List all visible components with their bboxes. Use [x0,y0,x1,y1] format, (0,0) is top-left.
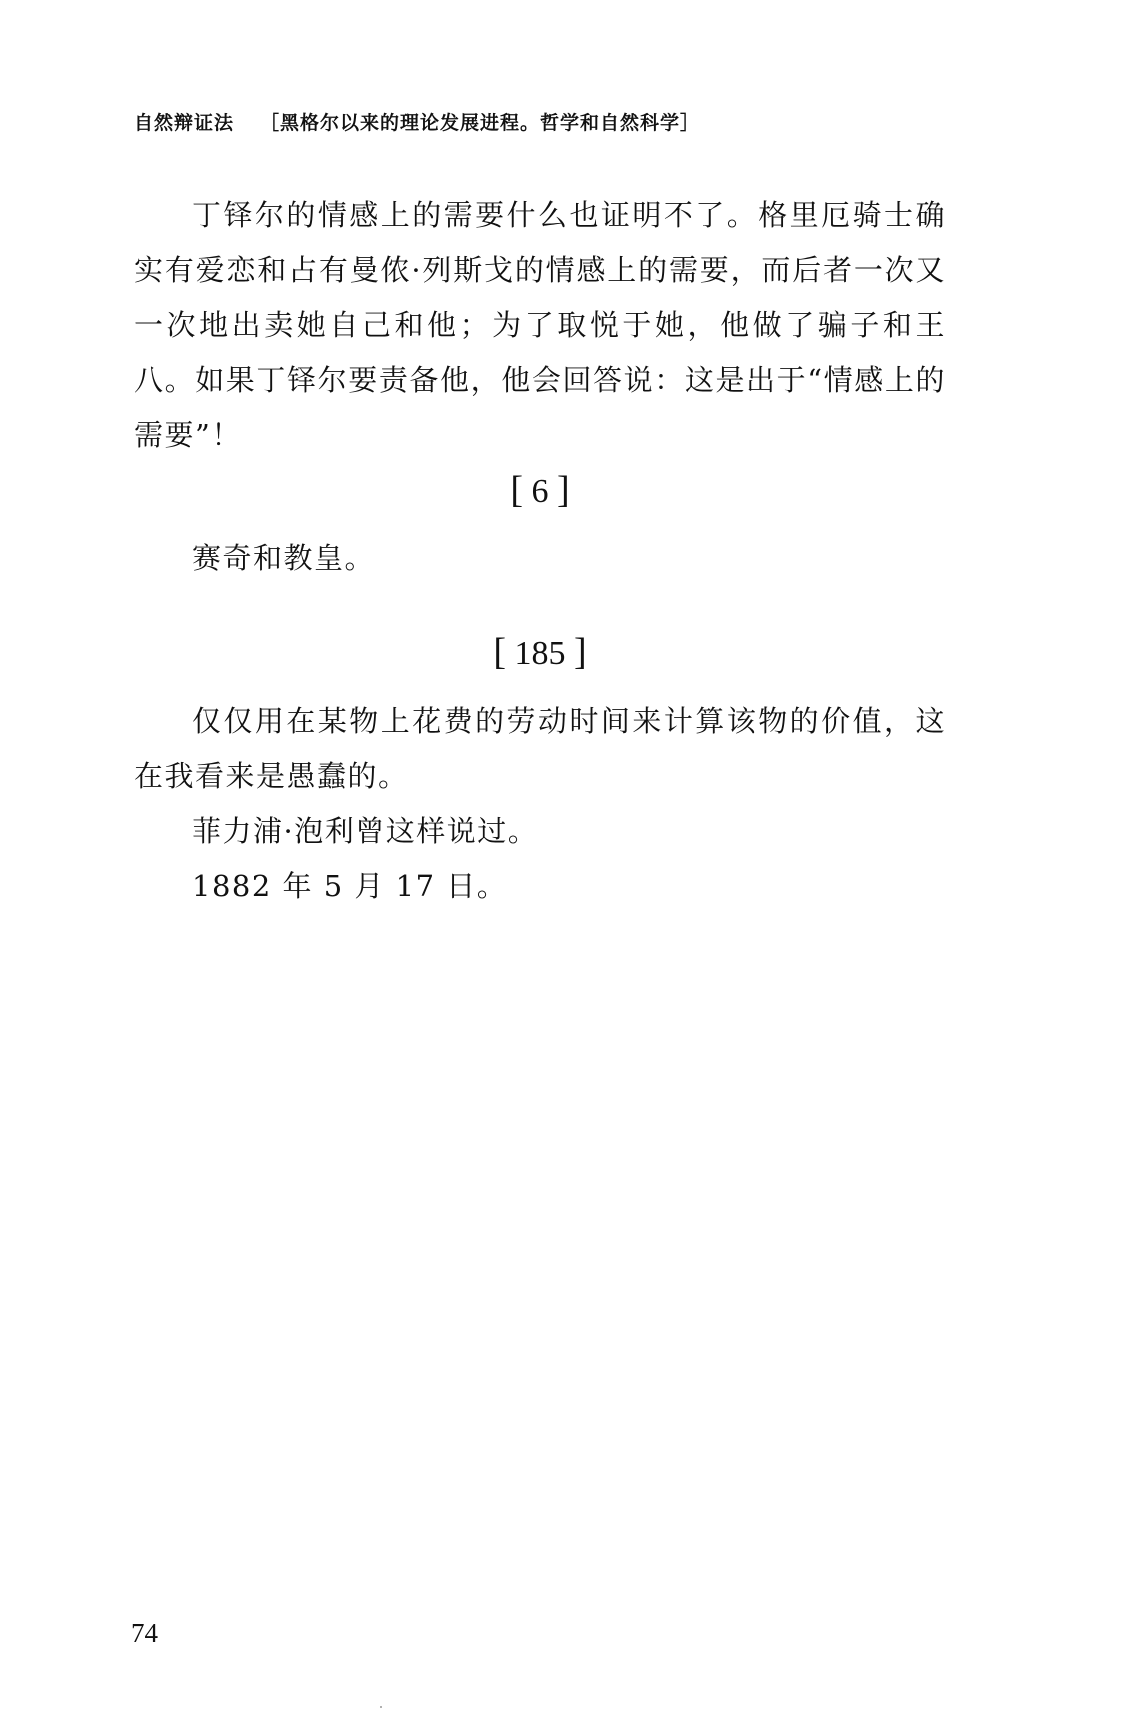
section-number: 185 [514,635,566,672]
section-number-185: [ 185 ] [493,631,587,673]
section-title: ［黑格尔以来的理论发展进程。哲学和自然科学］ [260,112,701,134]
paragraph: 赛奇和教皇。 [192,541,376,575]
paragraph-block-1 [134,188,946,463]
paragraph: 仅仅用在某物上花费的劳动时间来计算该物的价值，这在我看来是愚蠢的。 [134,704,946,793]
scan-speck [380,1706,382,1708]
section-number-6: [ 6 ] [510,469,570,511]
page-number: 74 [131,1618,158,1648]
section-number: 6 [531,473,549,510]
paragraph-block-185 [134,694,946,914]
book-title: 自然辩证法 [134,112,235,134]
paragraph-block-6 [134,531,946,586]
paragraph: 丁铎尔的情感上的需要什么也证明不了。格里厄骑士确实有爱恋和占有曼侬·列斯戈的情感上的需要，而后者一次又一次地出卖她自己和他；为了取悦于她，他做了骗子和王八。如果丁铎尔要责备他，他会回答说：这是出于“情感上的需要”！ [134,198,946,452]
paragraph: 1882 年 5 月 17 日。 [192,869,508,903]
running-header [134,108,700,135]
paragraph: 菲力浦·泡利曾这样说过。 [192,814,539,848]
